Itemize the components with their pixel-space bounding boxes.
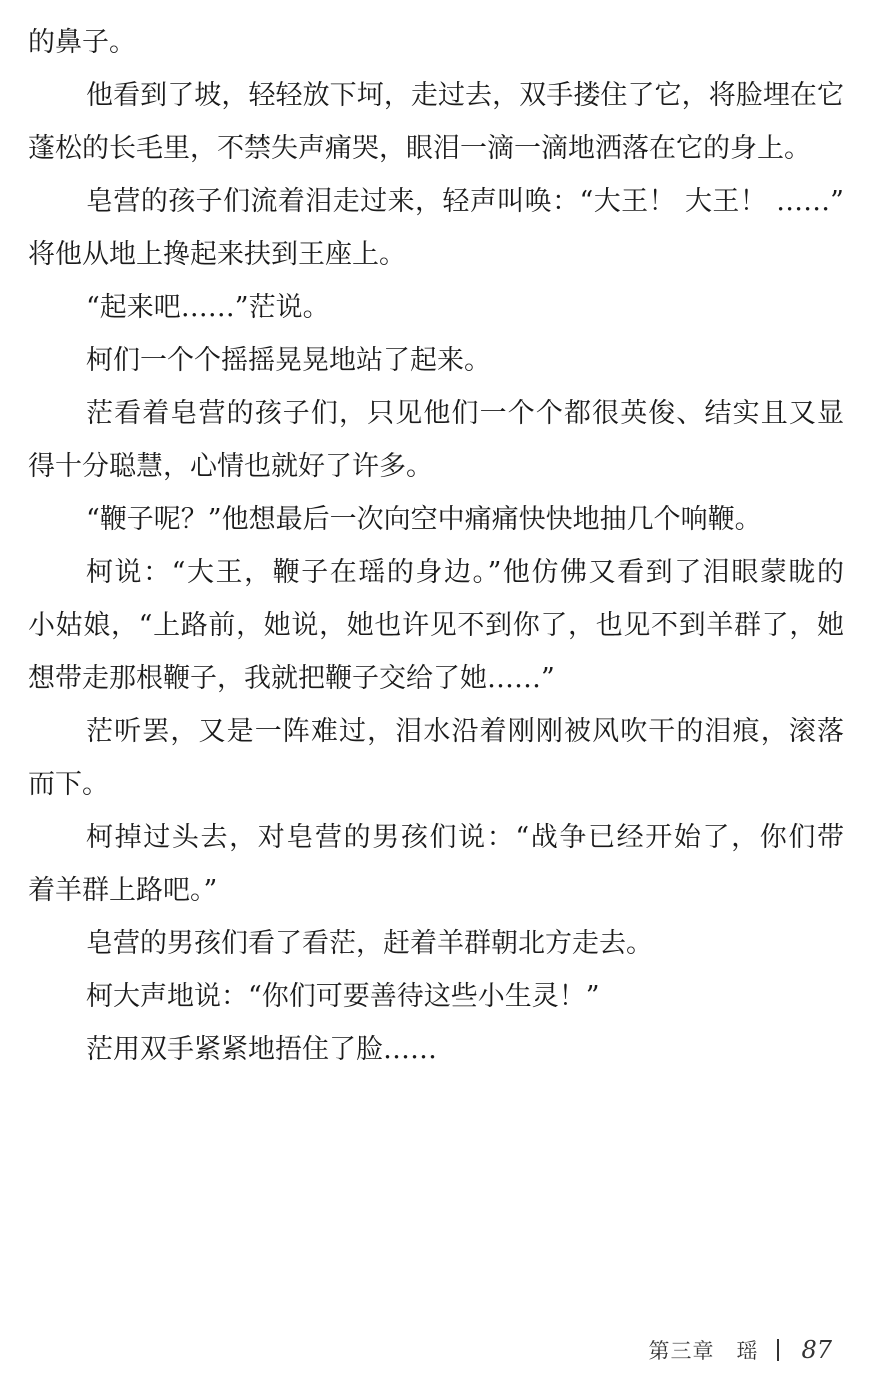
text-line: “鞭子呢？”他想最后一次向空中痛痛快快地抽几个响鞭。	[86, 504, 762, 535]
text-line: 皂营的男孩们看了看茫，赶着羊群朝北方走去。	[86, 928, 653, 959]
chapter-label: 第三章	[648, 1339, 715, 1363]
text-line: 着羊群上路吧。”	[28, 875, 218, 906]
footer-divider	[777, 1339, 779, 1361]
text-line: 得十分聪慧，心情也就好了许多。	[28, 451, 433, 482]
text-line: 柯大声地说：“你们可要善待这些小生灵！”	[86, 981, 600, 1012]
text-line: 蓬松的长毛里，不禁失声痛哭，眼泪一滴一滴地洒落在它的身上。	[28, 133, 811, 164]
text-line: 茫看着皂营的孩子们，只见他们一个个都很英俊、结实且又显	[86, 398, 844, 429]
text-line: 柯掉过头去，对皂营的男孩们说：“战争已经开始了，你们带	[86, 822, 844, 853]
text-line: 将他从地上搀起来扶到王座上。	[28, 239, 406, 270]
text-line: 小姑娘，“上路前，她说，她也许见不到你了，也见不到羊群了，她	[28, 610, 844, 641]
text-line: “起来吧……”茫说。	[86, 292, 330, 323]
text-line: 的鼻子。	[28, 27, 136, 58]
page-number: 87	[801, 1336, 832, 1364]
text-line: 茫用双手紧紧地捂住了脸……	[86, 1034, 437, 1065]
text-line: 想带走那根鞭子，我就把鞭子交给了她……”	[28, 663, 555, 694]
text-line: 柯们一个个摇摇晃晃地站了起来。	[86, 345, 491, 376]
page-footer	[648, 1330, 832, 1370]
text-line: 茫听罢，又是一阵难过，泪水沿着刚刚被风吹干的泪痕，滚落	[86, 716, 844, 747]
text-line: 他看到了坡，轻轻放下坷，走过去，双手搂住了它，将脸埋在它	[86, 80, 844, 111]
body-text	[28, 16, 844, 1076]
chapter-title: 瑶	[736, 1339, 758, 1363]
text-line: 柯说：“大王，鞭子在瑶的身边。”他仿佛又看到了泪眼蒙眬的	[86, 557, 844, 588]
text-line: 皂营的孩子们流着泪走过来，轻声叫唤：“大王！ 大王！ ……”	[86, 186, 844, 217]
text-line: 而下。	[28, 769, 109, 800]
